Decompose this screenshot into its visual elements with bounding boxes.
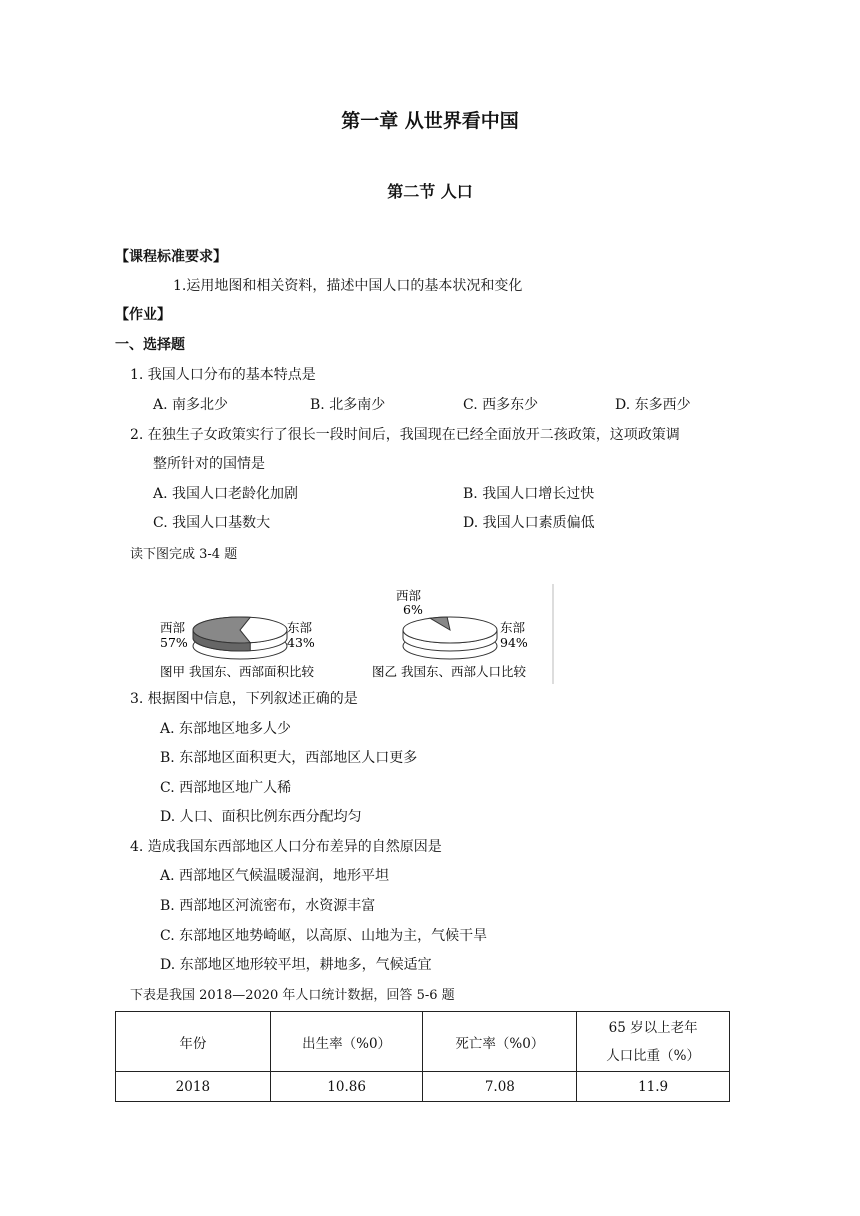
q2-option-a: A. 我国人口老龄化加剧 — [153, 486, 299, 502]
figure-pie-comparison — [150, 580, 560, 684]
figure-b-east-value: 94% — [500, 635, 528, 650]
q4-option-a: A. 西部地区气候温暖湿润，地形平坦 — [160, 868, 390, 884]
figure-b-west-label: 西部 — [396, 588, 422, 603]
figure-a-west-value: 57% — [160, 635, 188, 650]
figure-b-caption: 图乙 我国东、西部人口比较 — [372, 664, 526, 679]
q1-option-b: B. 北多南少 — [310, 397, 386, 413]
q4-option-d: D. 东部地区地形较平坦，耕地多，气候适宜 — [160, 957, 432, 973]
figure-a-west-label: 西部 — [160, 620, 186, 635]
figure-a-east-label: 东部 — [287, 620, 313, 635]
figure-b-east-label: 东部 — [500, 620, 526, 635]
q4-stem: 4. 造成我国东西部地区人口分布差异的自然原因是 — [130, 839, 442, 855]
table-header-row — [116, 1012, 730, 1072]
q3-option-c: C. 西部地区地广人稀 — [160, 780, 292, 796]
table-header-death-rate: 死亡率（%0） — [423, 1012, 577, 1072]
figure-a-caption: 图甲 我国东、西部面积比较 — [160, 664, 314, 679]
q1-stem: 1. 我国人口分布的基本特点是 — [130, 367, 316, 383]
q2-option-c: C. 我国人口基数大 — [153, 515, 271, 531]
q3-option-d: D. 人口、面积比例东西分配均匀 — [160, 809, 362, 825]
q3-option-b: B. 东部地区面积更大，西部地区人口更多 — [160, 750, 418, 766]
figure-intro: 读下图完成 3-4 题 — [130, 547, 238, 562]
table-header-elderly-line1: 65 岁以上老年 — [608, 1019, 698, 1036]
q3-stem: 3. 根据图中信息，下列叙述正确的是 — [130, 691, 358, 707]
figure-b-west-value: 6% — [403, 602, 423, 617]
population-stats-table — [115, 1011, 730, 1102]
table-intro: 下表是我国 2018—2020 年人口统计数据，回答 5-6 题 — [130, 988, 455, 1003]
q1-option-c: C. 西多东少 — [463, 397, 539, 413]
section-title: 第二节 人口 — [387, 182, 473, 201]
q1-option-d: D. 东多西少 — [615, 397, 691, 413]
figure-b-pie — [403, 617, 497, 659]
q4-option-b: B. 西部地区河流密布，水资源丰富 — [160, 898, 376, 914]
q4-option-c: C. 东部地区地势崎岖，以高原、山地为主，气候干旱 — [160, 928, 488, 944]
q3-option-a: A. 东部地区地多人少 — [160, 721, 292, 737]
table-cell-birth-rate: 10.86 — [270, 1072, 423, 1102]
standards-heading: 【课程标准要求】 — [115, 249, 227, 265]
figure-a-east-value: 43% — [287, 635, 315, 650]
table-cell-year: 2018 — [116, 1072, 271, 1102]
table-header-birth-rate: 出生率（%0） — [270, 1012, 423, 1072]
q2-option-d: D. 我国人口素质偏低 — [463, 515, 595, 531]
table-cell-death-rate: 7.08 — [423, 1072, 577, 1102]
part-one-heading: 一、选择题 — [115, 337, 185, 353]
table-header-elderly-ratio — [577, 1012, 730, 1072]
table-header-year: 年份 — [116, 1012, 271, 1072]
q2-option-b: B. 我国人口增长过快 — [463, 486, 595, 502]
homework-heading: 【作业】 — [115, 307, 171, 323]
table-cell-elderly-ratio: 11.9 — [577, 1072, 730, 1102]
q2-stem-line1: 2. 在独生子女政策实行了很长一段时间后，我国现在已经全面放开二孩政策，这项政策调 — [130, 427, 680, 443]
q1-option-a: A. 南多北少 — [153, 397, 229, 413]
chapter-title: 第一章 从世界看中国 — [341, 110, 519, 132]
table-row — [116, 1072, 730, 1102]
table-header-elderly-line2: 人口比重（%） — [606, 1047, 701, 1064]
standards-item: 1.运用地图和相关资料，描述中国人口的基本状况和变化 — [173, 278, 523, 294]
q2-stem-line2: 整所针对的国情是 — [153, 456, 265, 472]
figure-a-pie — [193, 617, 287, 659]
